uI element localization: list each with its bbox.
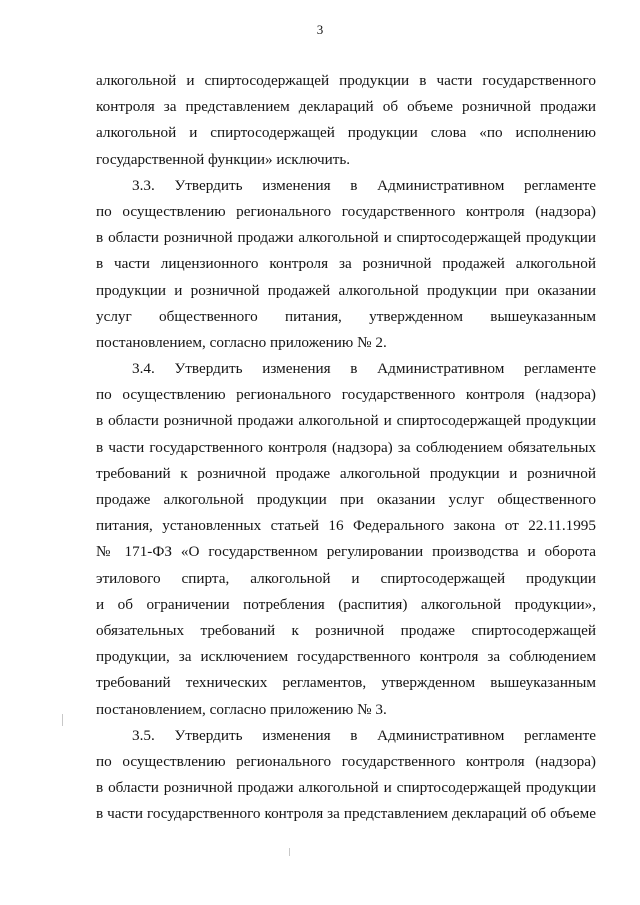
text-line: услуг общественного питания, утвержденном вышеуказанным [96,307,596,325]
text-line: в части государственного контроля за представлением деклараций об объеме [96,805,596,823]
text-line: постановлением, согласно приложению № 3. [96,700,387,718]
paragraph-item-3-5 [96,723,596,828]
text-line: 3.5. Утвердить изменения в Административном регламенте [132,726,596,744]
scan-mark [289,848,290,856]
text-line: 3.4. Утвердить изменения в Административном регламенте [132,360,596,378]
text-line: продукции, за исключением государственного контроля за соблюдением [96,648,596,666]
text-line: требований технических регламентов, утвержденном вышеуказанным [96,674,596,692]
text-line: в области розничной продажи алкогольной и спиртосодержащей продукции [96,412,596,430]
text-line: обязательных требований к розничной продаже спиртосодержащей [96,621,596,639]
text-line: государственной функции» исключить. [96,150,351,168]
text-line: продаже алкогольной продукции при оказании услуг общественного [96,491,596,508]
text-line: в области розничной продажи алкогольной и спиртосодержащей продукции [96,229,596,247]
text-line: в области розничной продажи алкогольной и спиртосодержащей продукции [96,779,596,797]
paragraph-item-3-4 [96,356,596,723]
text-line: алкогольной и спиртосодержащей продукции в части государственного [96,72,596,89]
scan-mark [62,714,63,726]
text-line: контроля за представлением деклараций об объеме розничной продажи [96,98,596,116]
text-line: по осуществлению регионального государственного контроля (надзора) [96,752,596,770]
text-line: в части государственного контроля (надзора) за соблюдением обязательных [96,438,596,456]
paragraph-item-3-3 [96,173,596,356]
paragraph-continuation [96,68,596,173]
text-line: питания, установленных статьей 16 Федерального закона от 22.11.1995 [96,517,596,535]
text-line: и об ограничении потребления (распития) алкогольной продукции», [96,595,596,613]
text-line: постановлением, согласно приложению № 2. [96,333,387,351]
text-line: продукции и розничной продажей алкогольной продукции при оказании [96,281,596,299]
text-line: в части лицензионного контроля за розничной продажей алкогольной [96,255,596,273]
text-line: № 171-ФЗ «О государственном регулировании производства и оборота [96,543,596,561]
text-line: требований к розничной продаже алкогольной продукции и розничной [96,464,596,482]
page-number: 3 [316,22,324,37]
text-line: этилового спирта, алкогольной и спиртосодержащей продукции [96,569,596,587]
document-body [96,68,596,827]
text-line: по осуществлению регионального государственного контроля (надзора) [96,202,596,220]
text-line: по осуществлению регионального государственного контроля (надзора) [96,386,596,404]
text-line: алкогольной и спиртосодержащей продукции слова «по исполнению [96,124,596,142]
text-line: 3.3. Утвердить изменения в Административном регламенте [132,176,596,194]
